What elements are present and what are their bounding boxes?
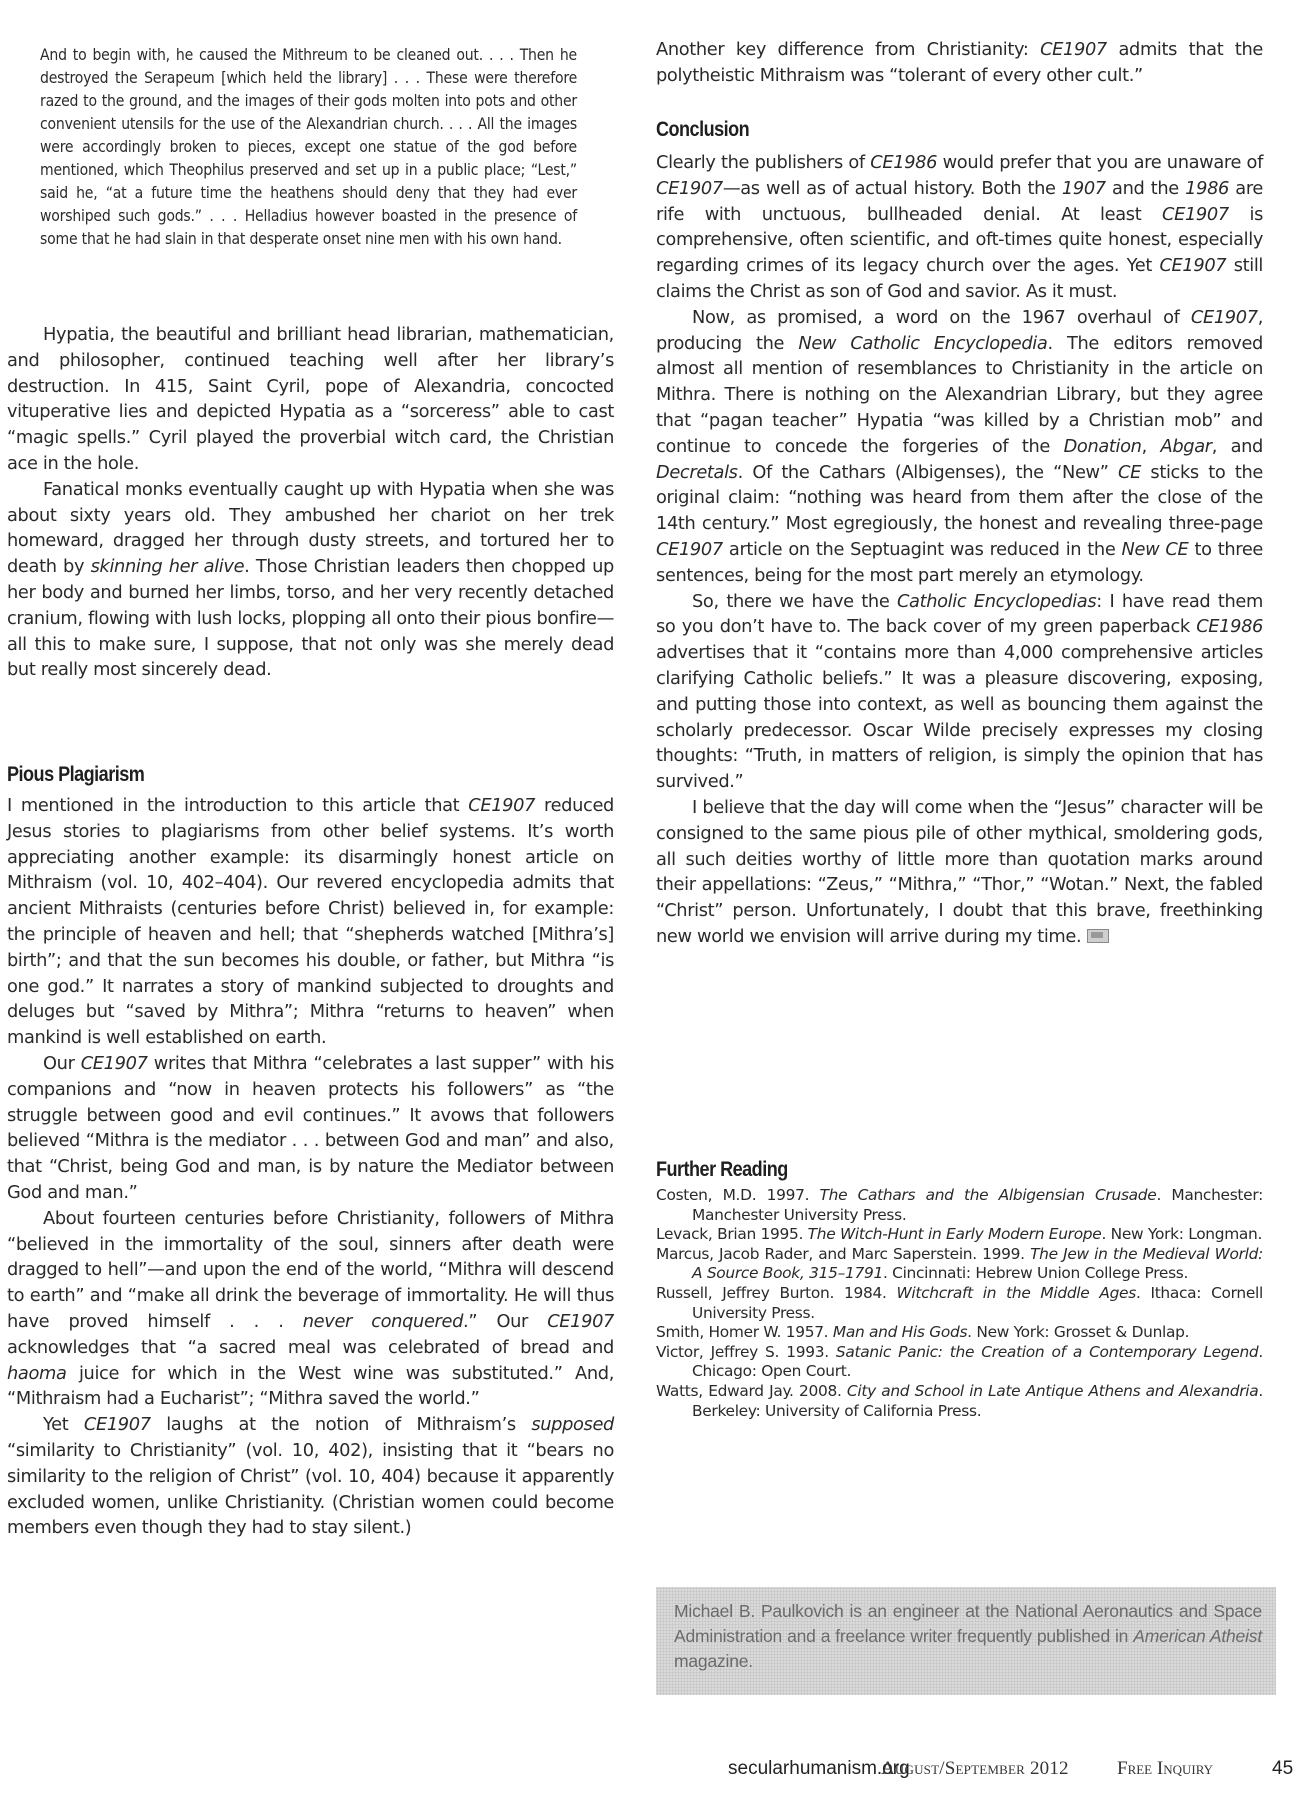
further-reading-section (656, 1158, 1263, 1421)
reference-item: Victor, Jeffrey S. 1993. Satanic Panic: the Creation of a Contemporary Legend. Chicago: Open Court. (656, 1342, 1263, 1381)
footer-issue-date: August/September 2012 (881, 1758, 1069, 1779)
paragraph: I mentioned in the introduction to this article that CE1907 reduced Jesus stories to plagiarisms from other belief systems. It’s worth appreciating another example: its disarmingly honest article on Mithraism (vol. 10, 402–404). Our revered encyclopedia admits that ancient Mithraists (centuries before Christ) believed in, for example: the principle of heaven and hell; that “shepherds watched [Mithra’s] birth”; and that the sun becomes his double, or father, but Mithra “is one god.” It narrates a story of mankind subjected to droughts and deluges but “saved by Mithra”; Mithra “returns to heaven” when mankind is well established on earth. (7, 795, 614, 1049)
block-quote: And to begin with, he caused the Mithreum to be cleaned out. . . . Then he destroyed the Serapeum [which held the library] . . . These were therefore razed to the ground, and the images of their gods molten into pots and other convenient utensils for the use of the Alexandrian church. . . . All the images were accordingly broken to pieces, except one statue of the god before mentioned, which Theophilus preserved and set up in a public place; “Lest,” said he, “at a future time the heathens should deny that they had ever worshiped such gods.” . . . Helladius however boasted in the presence of some that he had slain in that desperate onset nine men with his own hand. (40, 46, 577, 248)
reference-item: Russell, Jeffrey Burton. 1984. Witchcraft in the Middle Ages. Ithaca: Cornell University Press. (656, 1283, 1264, 1322)
paragraph: About fourteen centuries before Christianity, followers of Mithra “believed in the immortality of the soul, sinners after death were dragged to hell”—and upon the end of the world, “Mithra will descend to earth” and “make all drink the beverage of immortality. He will thus have proved himself . . . never conquered.” Our CE1907 acknowledges that “a sacred meal was celebrated of bread and haoma juice for which in the West wine was substituted.” And, “Mithraism had a Eucharist”; “Mithra saved the world.” (7, 1207, 615, 1410)
paragraph: Yet CE1907 laughs at the notion of Mithraism’s supposed “similarity to Christianity” (vol. 10, 402), insisting that it “bears no similarity to the religion of Christ” (vol. 10, 404) because it apparently excluded women, unlike Christianity. (Christian women could become members even though they had to stay silent.) (7, 1414, 614, 1539)
intro-section (7, 322, 614, 683)
footer-magazine-name: Free Inquiry (1117, 1758, 1214, 1779)
paragraph: Clearly the publishers of CE1986 would prefer that you are unaware of CE1907—as well as of actual history. Both the 1907 and the 1986 are rife with unctuous, bullheaded denial. At least CE1907 is comprehensive, often scientific, and oft-times quite honest, especially regarding crimes of its legacy church over the ages. Yet CE1907 still claims the Christ as son of God and savior. As it must. (656, 152, 1264, 302)
conclusion-section (656, 118, 1263, 950)
paragraph: Our CE1907 writes that Mithra “celebrates a last supper” with his companions and “now in heaven protects his followers” as “the struggle between good and evil continues.” It avows that followers believed “Mithra is the mediator . . . between God and man” and also, that “Christ, being God and man, is by nature the Mediator between God and man.” (7, 1052, 615, 1203)
author-bio-box: Michael B. Paulkovich is an engineer at the National Aeronautics and Space Administration and a freelance writer frequently published in American Atheist magazine. (656, 1587, 1276, 1695)
reference-list (656, 1186, 1263, 1421)
fi-end-mark-icon (1087, 929, 1109, 943)
paragraph: So, there we have the Catholic Encyclopedias: I have read them so you don’t have to. The back cover of my green paperback CE1986 advertises that it “contains more than 4,000 comprehensive articles clarifying Catholic beliefs.” It was a pleasure discovering, exposing, and putting those into context, as well as bouncing them against the scholarly predecessor. Oscar Wilde precisely expresses my closing thoughts: “Truth, in matters of religion, is simply the opinion that has survived.” (656, 590, 1263, 793)
footer-website: secularhumanism.org (728, 1758, 910, 1779)
section-heading-further-reading: Further Reading (656, 1158, 788, 1181)
pious-plagiarism-section (7, 763, 614, 1541)
paragraph: Now, as promised, a word on the 1967 overhaul of CE1907, producing the New Catholic Encyclopedia. The editors removed almost all mention of resemblances to Christianity in the article on Mithra. There is nothing on the Alexandrian Library, but they agree that “pagan teacher” Hypatia “was killed by a Christian mob” and continue to concede the forgeries of the Donation, Abgar, and Decretals. Of the Cathars (Albigenses), the “New” CE sticks to the original claim: “nothing was heard from them after the close of the 14th century.” Most egregiously, the honest and revealing three-page CE1907 article on the Septuagint was reduced in the New CE to three sentences, being for the most part merely an etymology. (656, 306, 1263, 586)
reference-item: Marcus, Jacob Rader, and Marc Saperstein. 1999. The Jew in the Medieval World: A Source Book, 315–1791. Cincinnati: Hebrew Union College Press. (656, 1244, 1263, 1283)
opening-section (656, 37, 1263, 89)
paragraph-fanatical-monks: Fanatical monks eventually caught up with Hypatia when she was about sixty years old. They ambushed her chariot on her trek homeward, dragged her through dusty streets, and tortured her to death by skinning her alive. Those Christian leaders then chopped up her body and burned her limbs, torso, and her very recently detached cranium, flowing with lush locks, plopping all onto their pious bonfire—all this to make sure, I suppose, that not only was she merely dead but really most sincerely dead. (7, 478, 614, 681)
reference-item: Costen, M.D. 1997. The Cathars and the Albigensian Crusade. Manchester: Manchester University Press. (656, 1186, 1263, 1224)
page-footer (0, 1756, 1300, 1786)
reference-item: Smith, Homer W. 1957. Man and His Gods. New York: Grosset & Dunlap. (656, 1323, 1190, 1342)
paragraph: I believe that the day will come when the “Jesus” character will be consigned to the same pious pile of other mythical, smoldering gods, all such deities worthy of little more than quotation marks around their appellations: “Zeus,” “Mithra,” “Thor,” “Wotan.” Next, the fabled “Christ” person. Unfortunately, I doubt that this brave, freethinking new world we envision will arrive during my time. (656, 796, 1263, 947)
paragraph-hypatia: Hypatia, the beautiful and brilliant head librarian, mathematician, and philosopher, continued teaching well after her library’s destruction. In 415, Saint Cyril, pope of Alexandria, concocted vituperative lies and depicted Hypatia as a “sorceress” able to cast “magic spells.” Cyril played the proverbial witch card, the Christian ace in the hole. (7, 324, 614, 474)
paragraph-opening: Another key difference from Christianity: CE1907 admits that the polytheistic Mithraism was “tolerant of every other cult.” (656, 39, 1264, 86)
reference-item: Watts, Edward Jay. 2008. City and School in Late Antique Athens and Alexandria. Berkeley: University of California Press. (656, 1381, 1263, 1420)
reference-item: Levack, Brian 1995. The Witch-Hunt in Early Modern Europe. New York: Longman. (656, 1225, 1263, 1244)
section-heading-pious-plagiarism: Pious Plagiarism (7, 763, 145, 786)
footer-page-number: 45 (1272, 1758, 1294, 1779)
section-heading-conclusion: Conclusion (656, 118, 750, 141)
